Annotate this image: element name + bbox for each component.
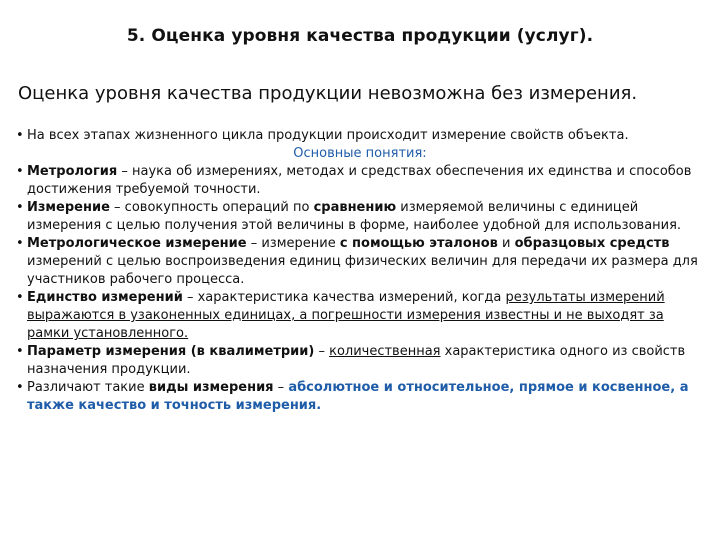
bullet-metrological-measurement <box>16 235 704 289</box>
bullet-dot: • <box>16 128 24 143</box>
definition-metrology: – наука об измерениях, методах и средствах обеспечения их единства и способов достижения требуемой точности. <box>27 164 692 197</box>
definition-parameter-part2: характеристика одного из свойств назначения продукции. <box>27 344 686 377</box>
lead-text: Оценка уровня качества продукции невозможна без измерения. <box>18 83 638 104</box>
bullet-types <box>16 379 704 415</box>
term-metrology: Метрология <box>27 164 118 179</box>
definition-measurement-part2: измеряемой величины с единицей измерения с целью получения этой величины в форме, наиболее удобной для использования. <box>27 200 682 233</box>
slide-title: 5. Оценка уровня качества продукции (услуг). <box>126 26 594 46</box>
bullet-dot: • <box>16 236 24 251</box>
term-types: виды измерения <box>148 380 274 395</box>
definition-parameter-underlined: количественная <box>329 344 441 359</box>
section-heading: Основные понятия: <box>293 146 427 161</box>
definition-parameter-part1: – <box>314 344 330 359</box>
content-body <box>16 127 704 415</box>
bullet-dot: • <box>16 344 24 359</box>
term-parameter: Параметр измерения (в квалиметрии) <box>27 344 315 359</box>
bullet-parameter <box>16 343 704 379</box>
bullet-dot: • <box>16 164 24 179</box>
term-measurement: Измерение <box>27 200 110 215</box>
definition-mm-part1: – измерение <box>246 236 340 251</box>
bullet-dot: • <box>16 380 24 395</box>
types-list: абсолютное и относительное, прямое и косвенное, а также качество и точность измерения. <box>27 380 689 413</box>
bullet-unity <box>16 289 704 343</box>
term-standards: с помощью эталонов <box>339 236 498 251</box>
bullet-dot: • <box>16 290 24 305</box>
definition-unity-part1: – характеристика качества измерений, когда <box>182 290 506 305</box>
term-comparison: сравнению <box>313 200 397 215</box>
definition-mm-part2: и <box>497 236 515 251</box>
definition-unity-underlined: результаты измерений выражаются в узаконенных единицах, а погрешности измерения известны и не выходят за рамки установленного. <box>27 290 665 341</box>
bullet-text: На всех этапах жизненного цикла продукции происходит измерение свойств объекта. <box>27 128 629 143</box>
definition-mm-part3: измерений с целью воспроизведения единиц физических величин для передачи их размера для участников рабочего процесса. <box>27 254 698 287</box>
bullet-lifecycle <box>16 127 704 145</box>
bullet-dot: • <box>16 200 24 215</box>
types-part1: Различают такие <box>27 380 149 395</box>
term-unity: Единство измерений <box>27 290 183 305</box>
types-part2: – <box>273 380 289 395</box>
term-metrological-measurement: Метрологическое измерение <box>27 236 247 251</box>
definition-measurement-part1: – совокупность операций по <box>109 200 314 215</box>
term-reference-means: образцовых средств <box>514 236 670 251</box>
bullet-measurement <box>16 199 704 235</box>
bullet-metrology <box>16 163 704 199</box>
